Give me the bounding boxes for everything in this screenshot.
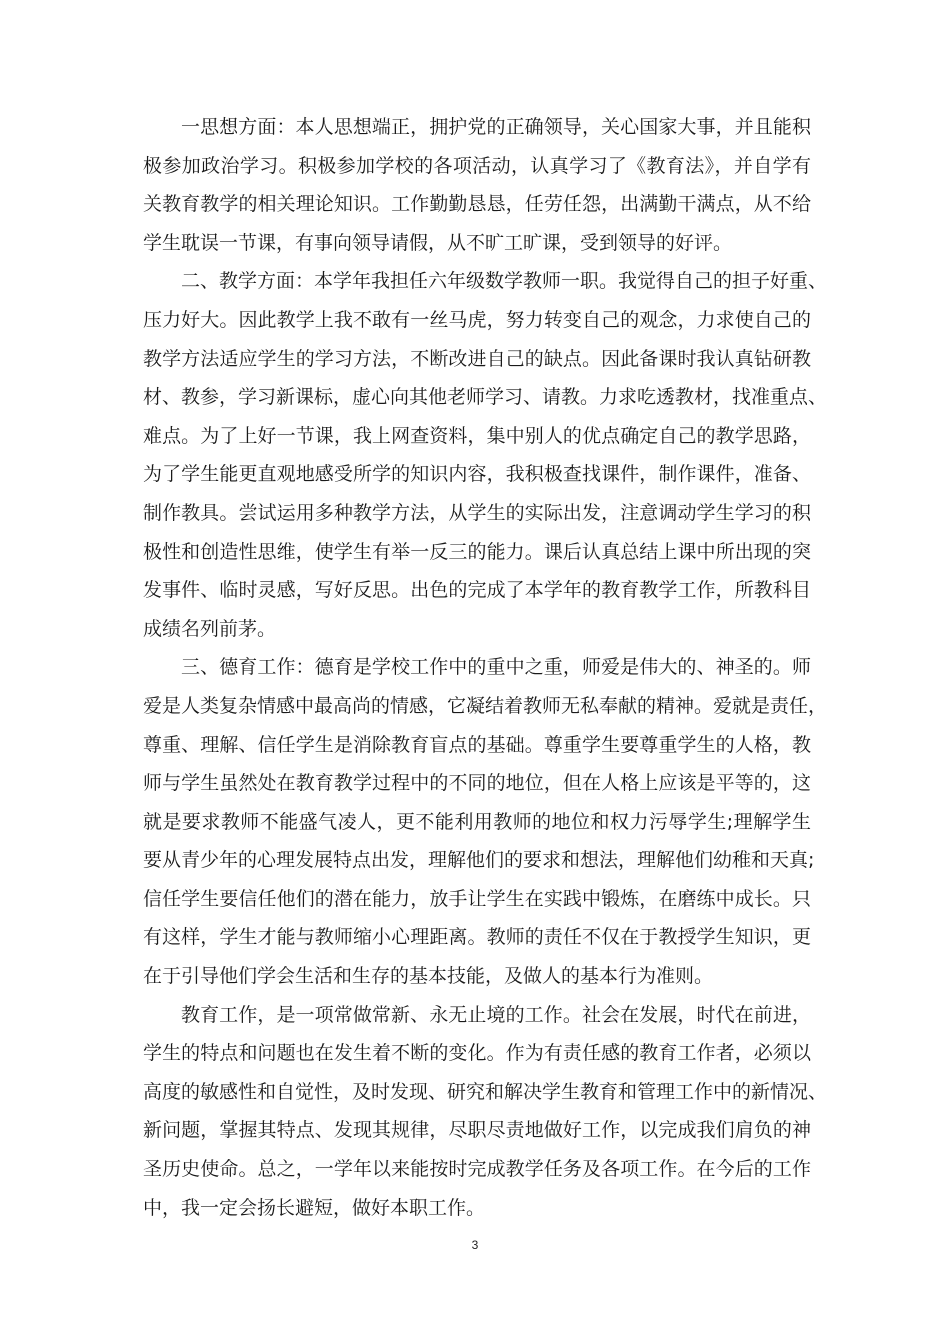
text-line: 尊重、理解、信任学生是消除教育盲点的基础。尊重学生要尊重学生的人格，教 xyxy=(143,733,811,756)
document-body xyxy=(143,108,828,1227)
page-number: 3 xyxy=(471,1238,479,1252)
text-line: 学生耽误一节课，有事向领导请假，从不旷工旷课，受到领导的好评。 xyxy=(143,231,733,254)
paragraph-teaching xyxy=(143,262,828,648)
text-line: 极性和创造性思维，使学生有举一反三的能力。课后认真总结上课中所出现的突 xyxy=(143,540,811,563)
text-line: 教学方法适应学生的学习方法，不断改进自己的缺点。因此备课时我认真钻研教 xyxy=(143,347,811,370)
text-line: 新问题，掌握其特点、发现其规律，尽职尽责地做好工作，以完成我们肩负的神 xyxy=(143,1119,811,1142)
text-line: 教育工作，是一项常做常新、永无止境的工作。社会在发展，时代在前进， xyxy=(181,1003,811,1026)
text-line: 发事件、临时灵感，写好反思。出色的完成了本学年的教育教学工作，所教科目 xyxy=(143,579,811,602)
text-line: 师与学生虽然处在教育教学过程中的不同的地位，但在人格上应该是平等的，这 xyxy=(143,772,811,795)
text-line: 学生的特点和问题也在发生着不断的变化。作为有责任感的教育工作者，必须以 xyxy=(143,1042,811,1065)
text-line: 就是要求教师不能盛气凌人，更不能利用教师的地位和权力污辱学生;理解学生 xyxy=(143,810,811,833)
text-line: 信任学生要信任他们的潜在能力，放手让学生在实践中锻炼，在磨练中成长。只 xyxy=(143,887,811,910)
text-line: 压力好大。因此教学上我不敢有一丝马虎，努力转变自己的观念，力求使自己的 xyxy=(143,308,811,331)
text-line: 极参加政治学习。积极参加学校的各项活动，认真学习了《教育法》，并自学有 xyxy=(143,154,811,177)
text-line: 爱是人类复杂情感中最高尚的情感，它凝结着教师无私奉献的精神。爱就是责任， xyxy=(143,694,828,717)
text-line: 关教育教学的相关理论知识。工作勤勤恳恳，任劳任怨，出满勤干满点，从不给 xyxy=(143,193,811,216)
text-line: 制作教具。尝试运用多种教学方法，从学生的实际出发，注意调动学生学习的积 xyxy=(143,501,811,524)
paragraph-ideology xyxy=(143,108,811,262)
text-line: 二、教学方面：本学年我担任六年级数学教师一职。我觉得自己的担子好重、 xyxy=(181,270,828,293)
text-line: 一思想方面：本人思想端正，拥护党的正确领导，关心国家大事，并且能积 xyxy=(181,116,811,138)
text-line: 为了学生能更直观地感受所学的知识内容，我积极查找课件，制作课件，准备、 xyxy=(143,463,811,486)
text-line: 成绩名列前茅。 xyxy=(143,617,277,640)
text-line: 中，我一定会扬长避短，做好本职工作。 xyxy=(143,1196,486,1219)
text-line: 难点。为了上好一节课，我上网查资料，集中别人的优点确定自己的教学思路， xyxy=(143,424,811,447)
text-line: 在于引导他们学会生活和生存的基本技能，及做人的基本行为准则。 xyxy=(143,965,714,988)
text-line: 要从青少年的心理发展特点出发，理解他们的要求和想法，理解他们幼稚和天真; xyxy=(143,849,815,872)
text-line: 有这样，学生才能与教师缩小心理距离。教师的责任不仅在于教授学生知识，更 xyxy=(143,926,811,949)
text-line: 三、德育工作：德育是学校工作中的重中之重，师爱是伟大的、神圣的。师 xyxy=(181,656,811,679)
paragraph-moral-education xyxy=(143,648,828,995)
text-line: 高度的敏感性和自觉性，及时发现、研究和解决学生教育和管理工作中的新情况、 xyxy=(143,1080,828,1103)
paragraph-conclusion xyxy=(143,996,828,1228)
text-line: 圣历史使命。总之，一学年以来能按时完成教学任务及各项工作。在今后的工作 xyxy=(143,1158,811,1181)
text-line: 材、教参，学习新课标，虚心向其他老师学习、请教。力求吃透教材，找准重点、 xyxy=(143,386,828,409)
